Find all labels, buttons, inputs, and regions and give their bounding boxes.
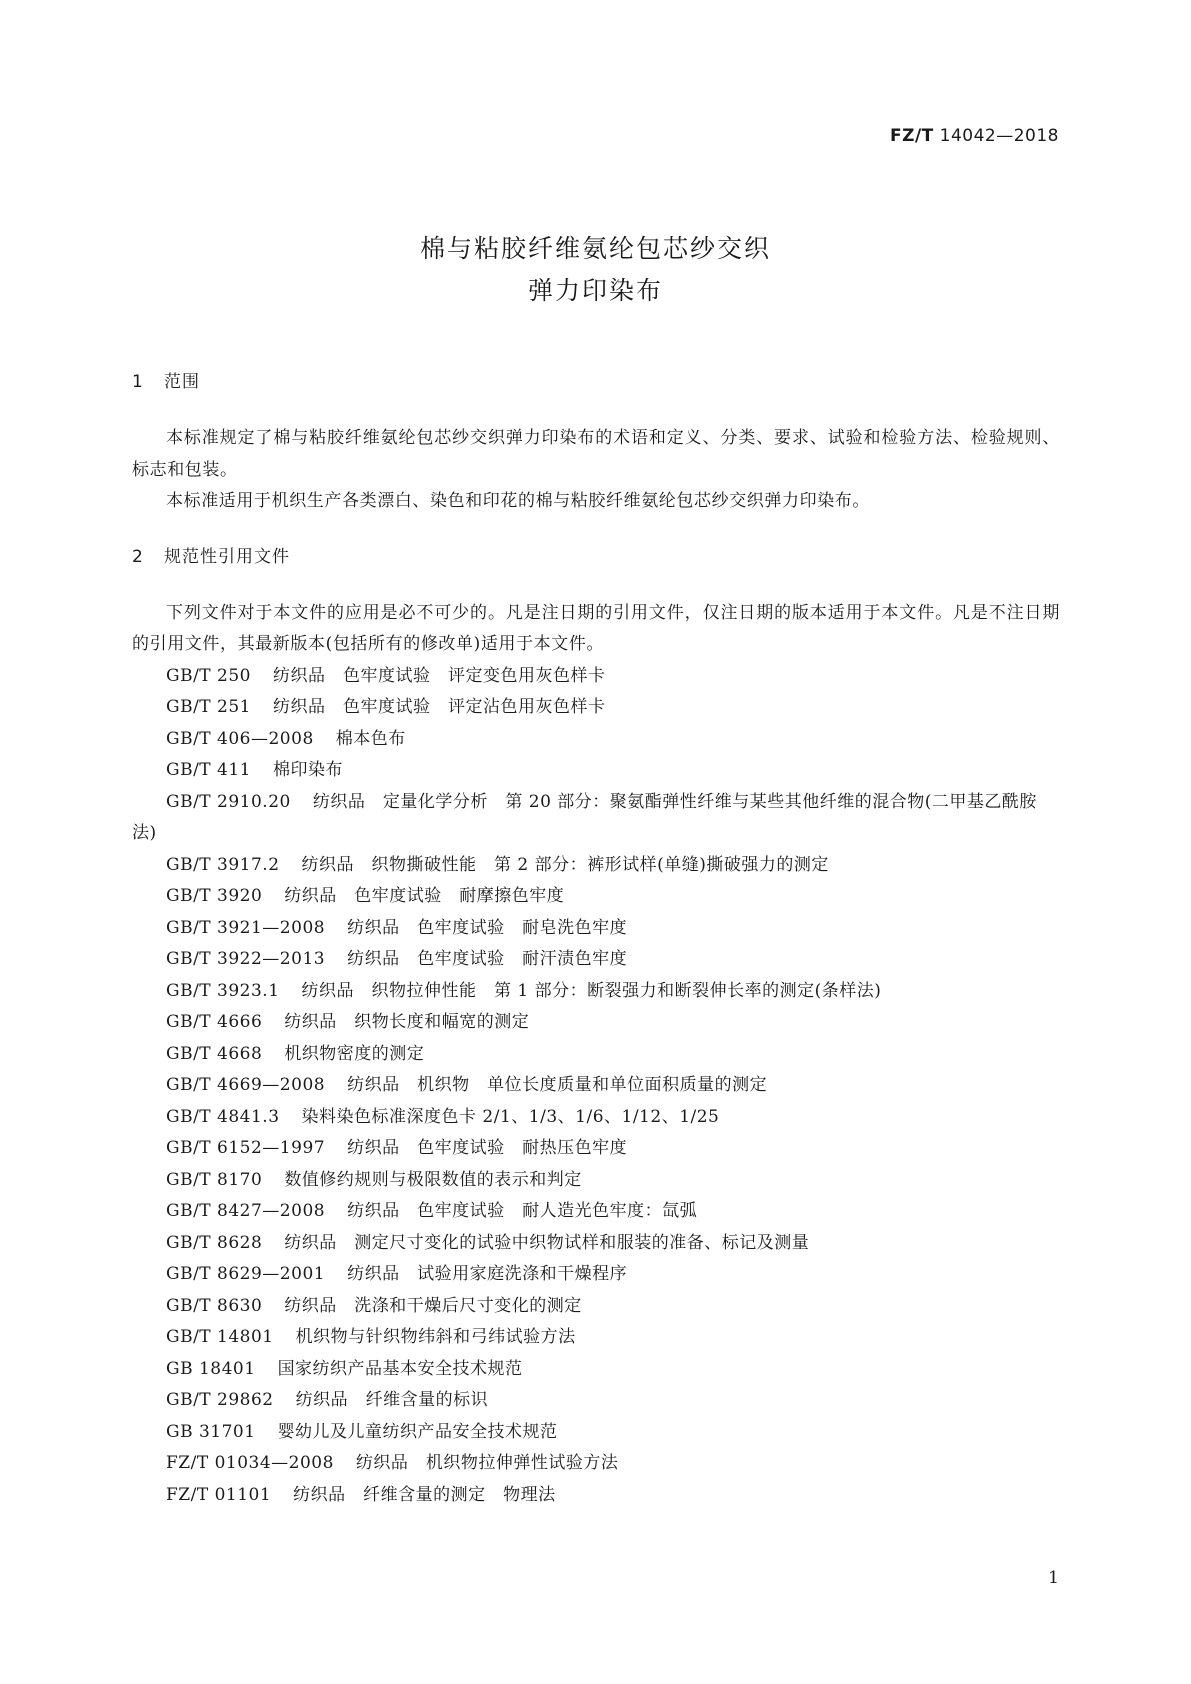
reference-code: GB/T 2910.20 [166,791,291,812]
reference-item [132,1291,1060,1323]
reference-code: GB/T 4668 [166,1043,263,1064]
reference-code: GB/T 250 [166,665,251,686]
reference-item [132,1322,1060,1354]
reference-item [132,787,1060,850]
reference-code: GB/T 8629—2001 [166,1264,326,1284]
reference-item [132,661,1060,693]
section-1-title: 范围 [164,372,200,392]
reference-title: 纺织品 色牢度试验 耐摩擦色牢度 [284,886,565,906]
reference-title: 纺织品 定量化学分析 第 20 部分：聚氨酯弹性纤维与某些其他纤维的混合物(二甲基乙酰胺法) [132,791,1037,843]
reference-code: GB/T 29862 [166,1390,274,1410]
reference-title: 纺织品 色牢度试验 评定变色用灰色样卡 [273,665,606,686]
reference-code: GB/T 411 [166,760,251,780]
reference-item [132,1196,1060,1228]
reference-code: FZ/T 01034—2008 [166,1453,334,1473]
reference-item [132,1070,1060,1102]
reference-code: GB/T 3921—2008 [166,917,326,938]
reference-code: GB/T 6152—1997 [166,1138,326,1158]
reference-code: GB/T 8630 [166,1295,263,1316]
reference-title: 纺织品 织物撕破性能 第 2 部分：裤形试样(单缝)撕破强力的测定 [301,854,829,875]
reference-title: 染料染色标准深度色卡 2/1、1/3、1/6、1/12、1/25 [301,1106,720,1127]
reference-code: GB/T 3922—2013 [166,949,326,969]
reference-item [132,881,1060,913]
reference-item [132,1133,1060,1165]
reference-item [132,1259,1060,1291]
reference-item [132,944,1060,976]
reference-item [132,976,1060,1008]
reference-title: 婴幼儿及儿童纺织产品安全技术规范 [277,1421,558,1442]
section-1-heading [132,367,1060,398]
section-2-heading [132,542,1060,573]
section-1-number: 1 [132,372,144,392]
title-line-2: 弹力印染布 [527,276,663,305]
scope-paragraph-2: 本标准适用于机织生产各类漂白、染色和印花的棉与粘胶纤维氨纶包芯纱交织弹力印染布。 [166,491,870,511]
standard-code [890,126,1059,146]
reference-code: GB/T 3923.1 [166,980,280,1001]
reference-code: GB/T 406—2008 [166,728,314,749]
title-line-1: 棉与粘胶纤维氨纶包芯纱交织 [419,234,771,263]
document-title [0,228,1191,312]
reference-title: 数值修约规则与极限数值的表示和判定 [284,1169,582,1190]
reference-title: 纺织品 色牢度试验 耐人造光色牢度：氙弧 [347,1201,698,1221]
reference-code: GB/T 4841.3 [166,1106,280,1127]
reference-title: 纺织品 色牢度试验 耐热压色牢度 [347,1138,628,1158]
reference-title: 棉印染布 [273,760,343,780]
reference-item [132,1165,1060,1197]
section-2-number: 2 [132,546,144,567]
reference-item [132,913,1060,945]
reference-title: 纺织品 测定尺寸变化的试验中织物试样和服装的准备、标记及测量 [284,1232,810,1253]
reference-title: 机织物与针织物纬斜和弓纬试验方法 [295,1327,576,1347]
standard-code-number: 14042—2018 [939,126,1059,146]
reference-title: 纺织品 色牢度试验 评定沾色用灰色样卡 [273,697,606,717]
page-number: 1 [1048,1568,1059,1588]
reference-title: 棉本色布 [335,728,406,749]
reference-title: 纺织品 试验用家庭洗涤和干燥程序 [347,1264,628,1284]
reference-title: 纺织品 色牢度试验 耐皂洗色牢度 [347,917,628,938]
reference-title: 纺织品 机织物拉伸弹性试验方法 [355,1453,619,1473]
reference-item [132,1228,1060,1260]
reference-title: 国家纺织产品基本安全技术规范 [277,1358,523,1379]
reference-item [132,1102,1060,1134]
reference-item [132,850,1060,882]
standard-code-prefix: FZ/T [890,126,934,146]
reference-item [132,724,1060,756]
reference-code: GB 31701 [166,1421,256,1442]
scope-paragraph-1: 本标准规定了棉与粘胶纤维氨纶包芯纱交织弹力印染布的术语和定义、分类、要求、试验和检验方法、检验规则、标志和包装。 [132,428,1060,480]
reference-title: 纺织品 织物拉伸性能 第 1 部分：断裂强力和断裂伸长率的测定(条样法) [301,980,882,1001]
reference-code: GB 18401 [166,1358,256,1379]
references-intro: 下列文件对于本文件的应用是必不可少的。凡是注日期的引用文件，仅注日期的版本适用于本文件。凡是不注日期的引用文件，其最新版本(包括所有的修改单)适用于本文件。 [132,602,1060,654]
reference-code: GB/T 8427—2008 [166,1201,326,1221]
reference-code: FZ/T 01101 [166,1484,272,1505]
reference-item [132,1039,1060,1071]
section-2-title: 规范性引用文件 [164,546,290,567]
reference-code: GB/T 3917.2 [166,854,280,875]
reference-title: 纺织品 织物长度和幅宽的测定 [284,1012,530,1032]
reference-code: GB/T 14801 [166,1327,274,1347]
reference-code: GB/T 4666 [166,1012,263,1032]
reference-title: 机织物密度的测定 [284,1043,425,1064]
reference-code: GB/T 8628 [166,1232,263,1253]
reference-item [132,1354,1060,1386]
reference-title: 纺织品 色牢度试验 耐汗渍色牢度 [347,949,628,969]
reference-item [132,755,1060,787]
reference-code: GB/T 4669—2008 [166,1075,326,1095]
reference-code: GB/T 8170 [166,1169,263,1190]
reference-list [132,661,1060,1512]
reference-item [132,1007,1060,1039]
reference-title: 纺织品 洗涤和干燥后尺寸变化的测定 [284,1295,582,1316]
document-body [132,367,1060,1511]
reference-item [132,1385,1060,1417]
reference-item [132,1448,1060,1480]
reference-title: 纺织品 机织物 单位长度质量和单位面积质量的测定 [347,1075,768,1095]
reference-code: GB/T 251 [166,697,251,717]
reference-item [132,1480,1060,1512]
reference-code: GB/T 3920 [166,886,263,906]
reference-title: 纺织品 纤维含量的标识 [295,1390,489,1410]
reference-item [132,1417,1060,1449]
reference-title: 纺织品 纤维含量的测定 物理法 [293,1484,556,1505]
reference-item [132,692,1060,724]
